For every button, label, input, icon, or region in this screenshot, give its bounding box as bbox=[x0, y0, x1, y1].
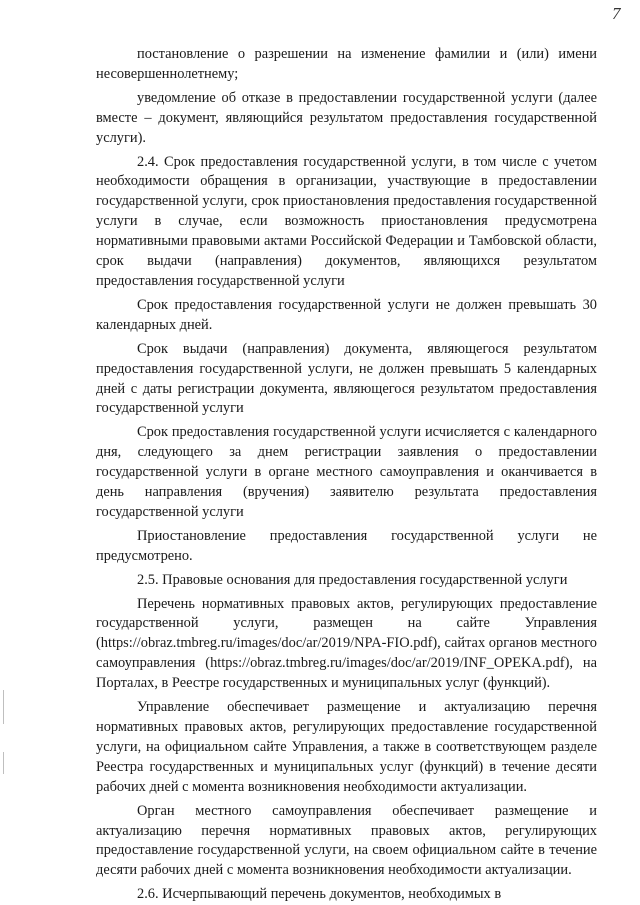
paragraph-directorate-duties: Управление обеспечивает размещение и актуализацию перечня нормативных правовых актов, регулирующих предоставление государственной услуги, на официальном сайте Управления, а также в соответствующем разделе Реестра государственных и муниципальных услуг (функций) в течение десяти рабочих дней с момента возникновения необходимости актуализации. bbox=[96, 699, 597, 795]
paragraph-section-2-4-heading: 2.4. Срок предоставления государственной услуги, в том числе с учетом необходимости обращения в организации, участвующие в предоставлении государственной услуги, срок приостановления предоставления государственной услуги в случае, если возможность приостановления предусмотрена нормативными правовыми актами Российской Федерации и Тамбовской области, срок выдачи (направления) документов, являющихся результатом предоставления государственной услуги bbox=[96, 153, 597, 289]
page-number: 7 bbox=[612, 4, 621, 23]
paragraph-issue-term: Срок выдачи (направления) документа, являющегося результатом предоставления государственной услуги, не должен превышать 5 календарных дней с даты регистрации документа, являющегося результатом предоставления государственной услуги bbox=[96, 340, 597, 417]
paragraph-section-2-5-heading: 2.5. Правовые основания для предоставления государственной услуги bbox=[137, 571, 568, 588]
paragraph-refusal-notice: уведомление об отказе в предоставлении государственной услуги (далее вместе – документ, являющийся результатом предоставления государственной услуги). bbox=[96, 89, 597, 146]
paragraph-legal-acts-list: Перечень нормативных правовых актов, регулирующих предоставление государственной услуги, размещен на сайте Управления (https://obraz.tmbreg.ru/images/doc/ar/2019/NPA-FIO.pdf), сайтах органов местного самоуправления (https://obraz.tmbreg.ru/images/doc/ar/2019/INF_OPEKA.pdf), на Порталах, в Реестре государственных и муниципальных услуг (функций). bbox=[96, 595, 597, 692]
scan-margin-mark bbox=[3, 690, 4, 724]
paragraph-local-authority-duties: Орган местного самоуправления обеспечивает размещение и актуализацию перечня нормативных правовых актов, регулирующих предоставление государственной услуги, на своем официальном сайте в течение десяти рабочих дней с момента возникновения необходимости актуализации. bbox=[96, 802, 597, 879]
paragraph-suspension: Приостановление предоставления государственной услуги не предусмотрено. bbox=[96, 527, 597, 564]
paragraph-service-term: Срок предоставления государственной услуги не должен превышать 30 календарных дней. bbox=[96, 296, 597, 333]
scan-margin-mark bbox=[3, 752, 4, 774]
document-body bbox=[96, 45, 597, 905]
paragraph-section-2-6-heading: 2.6. Исчерпывающий перечень документов, необходимых в bbox=[137, 886, 502, 903]
paragraph-term-calculation: Срок предоставления государственной услуги исчисляется с календарного дня, следующего за днем регистрации заявления о предоставлении государственной услуги в органе местного самоуправления и оканчивается в день направления (вручения) заявителю результата предоставления государственной услуги bbox=[96, 424, 597, 520]
paragraph-order-name-change: постановление о разрешении на изменение фамилии и (или) имени несовершеннолетнему; bbox=[96, 46, 597, 82]
